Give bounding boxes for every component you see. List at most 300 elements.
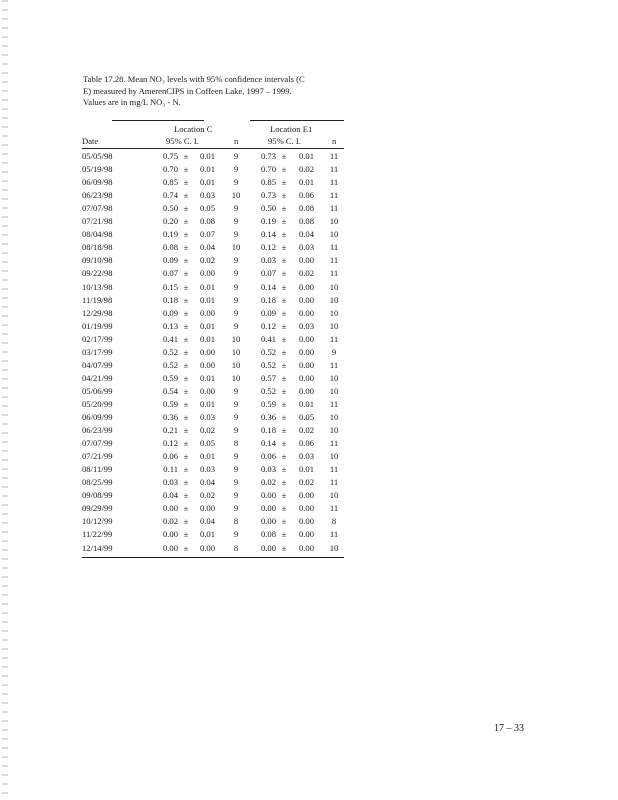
mean-c-cell: 0.00: [162, 503, 178, 514]
date-cell: 05/05/98: [82, 151, 113, 161]
date-cell: 08/11/99: [82, 464, 113, 475]
ci-e1-cell: 0.06: [298, 190, 314, 201]
n-c-cell: 9: [233, 294, 239, 305]
n-c-cell: 9: [233, 425, 239, 436]
table-row: [82, 451, 344, 464]
plus-minus-e1: ±: [281, 516, 287, 527]
mean-e1-cell: 0.00: [260, 542, 276, 553]
plus-minus-c: ±: [183, 372, 189, 383]
plus-minus-e1: ±: [281, 451, 287, 462]
mean-e1-cell: 0.52: [260, 346, 276, 357]
table-row: [82, 464, 344, 477]
plus-minus-c: ±: [183, 320, 189, 331]
n-c-cell: 9: [233, 307, 239, 318]
page-number: 17 – 33: [494, 723, 524, 734]
table-row: [82, 255, 344, 268]
n-c-cell: 9: [233, 464, 239, 475]
mean-c-cell: 0.11: [163, 464, 178, 475]
mean-e1-cell: 0.00: [260, 503, 276, 514]
ci-e1-cell: 0.00: [298, 516, 314, 527]
mean-e1-cell: 0.12: [260, 242, 276, 253]
n-c-cell: 9: [233, 255, 239, 266]
top-rule-left: [112, 120, 204, 121]
table-row: [82, 516, 344, 529]
ci-e1-cell: 0.03: [298, 242, 314, 253]
ci-c-cell: 0.02: [199, 425, 215, 436]
ci-c-cell: 0.03: [199, 464, 215, 475]
n-e1-cell: 11: [329, 503, 339, 514]
date-cell: 07/07/99: [82, 438, 113, 449]
mean-e1-cell: 0.52: [260, 359, 276, 370]
table-row: [82, 229, 344, 242]
ci-c-cell: 0.04: [199, 242, 215, 253]
plus-minus-c: ±: [183, 255, 189, 266]
ci-c-cell: 0.07: [199, 229, 215, 240]
date-cell: 11/22/99: [82, 529, 113, 540]
date-cell: 12/29/98: [82, 307, 113, 318]
ci-c-cell: 0.01: [199, 451, 215, 462]
plus-minus-c: ±: [183, 242, 189, 253]
ci-c-cell: 0.04: [199, 477, 215, 488]
table-row: [82, 543, 344, 556]
mean-c-cell: 0.36: [162, 412, 178, 422]
mean-c-cell: 0.15: [162, 281, 178, 292]
mean-e1-cell: 0.02: [260, 477, 276, 488]
ci-c-cell: 0.05: [199, 438, 215, 449]
n-e1-cell: 11: [329, 151, 339, 161]
mean-c-cell: 0.02: [162, 516, 178, 527]
plus-minus-e1: ±: [281, 438, 287, 449]
date-cell: 09/22/98: [82, 268, 113, 279]
table-row: [82, 216, 344, 229]
mean-e1-cell: 0.14: [260, 229, 276, 240]
mean-c-cell: 0.03: [162, 477, 178, 488]
date-cell: 06/23/98: [82, 190, 113, 201]
plus-minus-c: ±: [183, 333, 189, 344]
n-c-cell: 8: [233, 542, 239, 553]
n-c-cell: 9: [233, 281, 239, 292]
plus-minus-e1: ±: [281, 503, 287, 514]
mean-e1-cell: 0.73: [260, 190, 276, 201]
mean-e1-cell: 0.73: [260, 151, 276, 161]
plus-minus-e1: ±: [281, 294, 287, 305]
mean-e1-cell: 0.52: [260, 385, 276, 396]
ci-e1-cell: 0.01: [298, 151, 314, 161]
n-e1-cell: 10: [329, 425, 339, 436]
mean-e1-cell: 0.12: [260, 320, 276, 331]
mean-e1-cell: 0.70: [260, 164, 276, 175]
table-caption: [83, 74, 353, 109]
ci-e1-cell: 0.08: [298, 216, 314, 227]
mean-c-cell: 0.21: [162, 425, 178, 436]
ci-c-cell: 0.00: [199, 542, 215, 553]
mean-c-cell: 0.00: [162, 529, 178, 540]
ci-e1-cell: 0.03: [298, 451, 314, 462]
mean-c-cell: 0.13: [162, 320, 178, 331]
ci-c-cell: 0.01: [199, 398, 215, 409]
mean-e1-cell: 0.03: [260, 255, 276, 266]
plus-minus-c: ±: [183, 151, 189, 161]
table-row: [82, 386, 344, 399]
n-c-cell: 9: [233, 164, 239, 175]
date-cell: 07/21/98: [82, 216, 113, 227]
table-row: [82, 308, 344, 321]
table-row: [82, 295, 344, 308]
top-rule-right: [250, 120, 344, 121]
table-row: [82, 268, 344, 281]
date-cell: 08/18/98: [82, 242, 113, 253]
date-cell: 12/14/99: [82, 542, 113, 553]
mean-c-cell: 0.85: [162, 177, 178, 188]
n-c-cell: 9: [233, 268, 239, 279]
ci-e1-cell: 0.00: [298, 359, 314, 370]
mean-e1-cell: 0.14: [260, 438, 276, 449]
date-cell: 05/20/99: [82, 398, 113, 409]
n-e1-cell: 11: [329, 477, 339, 488]
ci-e1-cell: 0.02: [298, 268, 314, 279]
plus-minus-c: ±: [183, 281, 189, 292]
n-c-cell: 9: [233, 320, 239, 331]
mean-c-cell: 0.19: [162, 229, 178, 240]
mean-e1-cell: 0.85: [260, 177, 276, 188]
column-header-n-2: n: [332, 136, 337, 146]
n-e1-cell: 11: [329, 333, 339, 344]
n-c-cell: 9: [233, 398, 239, 409]
date-cell: 01/19/99: [82, 320, 113, 331]
date-cell: 04/07/99: [82, 359, 113, 370]
group-header-location-e1: Location E1: [270, 124, 313, 134]
column-header-n-1: n: [234, 136, 239, 146]
ci-e1-cell: 0.01: [298, 464, 314, 475]
plus-minus-c: ±: [183, 229, 189, 240]
column-header-ci-1: 95% C. I.: [166, 136, 199, 146]
table-row: [82, 399, 344, 412]
ci-c-cell: 0.02: [199, 255, 215, 266]
n-c-cell: 9: [233, 451, 239, 462]
n-e1-cell: 10: [329, 542, 339, 553]
ci-c-cell: 0.01: [199, 333, 215, 344]
ci-e1-cell: 0.08: [298, 203, 314, 214]
mean-e1-cell: 0.08: [260, 529, 276, 540]
ci-c-cell: 0.04: [199, 516, 215, 527]
plus-minus-e1: ±: [281, 229, 287, 240]
column-header-date: Date: [82, 136, 99, 146]
date-cell: 02/17/99: [82, 333, 113, 344]
mean-e1-cell: 0.19: [260, 216, 276, 227]
plus-minus-e1: ±: [281, 477, 287, 488]
ci-e1-cell: 0.00: [298, 529, 314, 540]
plus-minus-e1: ±: [281, 268, 287, 279]
n-c-cell: 9: [233, 529, 239, 540]
ci-e1-cell: 0.02: [298, 477, 314, 488]
plus-minus-c: ±: [183, 477, 189, 488]
mean-c-cell: 0.18: [162, 294, 178, 305]
n-c-cell: 9: [233, 385, 239, 396]
plus-minus-c: ±: [183, 438, 189, 449]
plus-minus-c: ±: [183, 190, 189, 201]
table-row: [82, 334, 344, 347]
plus-minus-e1: ±: [281, 412, 287, 422]
plus-minus-c: ±: [183, 294, 189, 305]
n-c-cell: 9: [233, 477, 239, 488]
plus-minus-e1: ±: [281, 425, 287, 436]
ci-c-cell: 0.03: [199, 190, 215, 201]
plus-minus-c: ±: [183, 425, 189, 436]
table-row: [82, 177, 344, 190]
n-e1-cell: 10: [329, 490, 339, 501]
n-c-cell: 9: [233, 151, 239, 161]
plus-minus-c: ±: [183, 464, 189, 475]
ci-c-cell: 0.01: [199, 372, 215, 383]
table-row: [82, 190, 344, 203]
date-cell: 09/08/99: [82, 490, 113, 501]
n-c-cell: 10: [231, 359, 241, 370]
ci-e1-cell: 0.06: [298, 438, 314, 449]
mean-c-cell: 0.74: [162, 190, 178, 201]
plus-minus-c: ±: [183, 490, 189, 501]
ci-e1-cell: 0.02: [298, 164, 314, 175]
group-header-location-c: Location C: [174, 124, 213, 134]
mean-c-cell: 0.41: [162, 333, 178, 344]
plus-minus-e1: ±: [281, 281, 287, 292]
mean-c-cell: 0.20: [162, 216, 178, 227]
plus-minus-e1: ±: [281, 203, 287, 214]
plus-minus-e1: ±: [281, 255, 287, 266]
mean-e1-cell: 0.00: [260, 490, 276, 501]
date-cell: 08/04/98: [82, 229, 113, 240]
plus-minus-c: ±: [183, 359, 189, 370]
plus-minus-e1: ±: [281, 216, 287, 227]
table-row: [82, 242, 344, 255]
plus-minus-e1: ±: [281, 359, 287, 370]
plus-minus-e1: ±: [281, 177, 287, 188]
mean-e1-cell: 0.00: [260, 516, 276, 527]
ci-c-cell: 0.01: [199, 151, 215, 161]
table-row: [82, 425, 344, 438]
ci-c-cell: 0.01: [199, 164, 215, 175]
mean-e1-cell: 0.09: [260, 307, 276, 318]
n-e1-cell: 10: [329, 294, 339, 305]
plus-minus-c: ±: [183, 542, 189, 553]
mean-c-cell: 0.75: [162, 151, 178, 161]
plus-minus-e1: ±: [281, 372, 287, 383]
ci-e1-cell: 0.00: [298, 294, 314, 305]
date-cell: 05/19/98: [82, 164, 113, 175]
mean-e1-cell: 0.57: [260, 372, 276, 383]
column-header-ci-2: 95% C. I.: [268, 136, 301, 146]
date-cell: 06/09/98: [82, 177, 113, 188]
n-e1-cell: 10: [329, 216, 339, 227]
n-c-cell: 10: [231, 242, 241, 253]
n-e1-cell: 10: [329, 412, 339, 422]
mean-c-cell: 0.04: [162, 490, 178, 501]
caption-line-1: Table 17.28. Mean NO₃ levels with 95% confidence intervals (C: [83, 74, 305, 84]
table-row: [82, 203, 344, 216]
n-e1-cell: 11: [329, 268, 339, 279]
n-e1-cell: 11: [329, 164, 339, 175]
n-e1-cell: 11: [329, 438, 339, 449]
plus-minus-c: ±: [183, 385, 189, 396]
n-c-cell: 8: [233, 516, 239, 527]
plus-minus-e1: ±: [281, 464, 287, 475]
mean-c-cell: 0.12: [162, 438, 178, 449]
ci-c-cell: 0.01: [199, 281, 215, 292]
table-row: [82, 151, 344, 164]
plus-minus-c: ±: [183, 216, 189, 227]
ci-e1-cell: 0.01: [298, 398, 314, 409]
mean-c-cell: 0.09: [162, 255, 178, 266]
table-row: [82, 477, 344, 490]
mean-c-cell: 0.50: [162, 203, 178, 214]
plus-minus-c: ±: [183, 398, 189, 409]
date-cell: 07/07/98: [82, 203, 113, 214]
ci-c-cell: 0.01: [199, 529, 215, 540]
ci-c-cell: 0.01: [199, 177, 215, 188]
mean-c-cell: 0.06: [162, 451, 178, 462]
mean-c-cell: 0.70: [162, 164, 178, 175]
mean-e1-cell: 0.18: [260, 425, 276, 436]
n-e1-cell: 10: [329, 320, 339, 331]
mean-e1-cell: 0.07: [260, 268, 276, 279]
ci-e1-cell: 0.00: [298, 281, 314, 292]
ci-e1-cell: 0.02: [298, 425, 314, 436]
n-e1-cell: 11: [329, 203, 339, 214]
mean-c-cell: 0.00: [162, 542, 178, 553]
table-row: [82, 282, 344, 295]
mean-c-cell: 0.52: [162, 346, 178, 357]
n-c-cell: 9: [233, 216, 239, 227]
ci-c-cell: 0.00: [199, 307, 215, 318]
date-cell: 07/21/99: [82, 451, 113, 462]
mean-e1-cell: 0.50: [260, 203, 276, 214]
caption-line-3: Values are in mg/L NO₃ - N.: [83, 97, 181, 107]
ci-e1-cell: 0.00: [298, 255, 314, 266]
n-e1-cell: 11: [329, 359, 339, 370]
table-row: [82, 321, 344, 334]
table-row: [82, 503, 344, 516]
n-c-cell: 9: [233, 229, 239, 240]
date-cell: 05/06/99: [82, 385, 113, 396]
mean-c-cell: 0.59: [162, 398, 178, 409]
mean-e1-cell: 0.41: [260, 333, 276, 344]
ci-e1-cell: 0.00: [298, 333, 314, 344]
header-rule: [82, 148, 344, 149]
plus-minus-c: ±: [183, 451, 189, 462]
mean-e1-cell: 0.03: [260, 464, 276, 475]
mean-c-cell: 0.52: [162, 359, 178, 370]
mean-e1-cell: 0.59: [260, 398, 276, 409]
date-cell: 11/19/98: [82, 294, 113, 305]
n-e1-cell: 10: [329, 385, 339, 396]
n-c-cell: 10: [231, 346, 241, 357]
plus-minus-c: ±: [183, 529, 189, 540]
n-e1-cell: 11: [329, 242, 339, 253]
n-e1-cell: 10: [329, 372, 339, 383]
date-cell: 10/12/99: [82, 516, 113, 527]
bottom-rule: [82, 557, 344, 558]
ci-e1-cell: 0.03: [298, 320, 314, 331]
n-c-cell: 10: [231, 333, 241, 344]
plus-minus-e1: ±: [281, 242, 287, 253]
plus-minus-c: ±: [183, 307, 189, 318]
ci-c-cell: 0.00: [199, 503, 215, 514]
date-cell: 08/25/99: [82, 477, 113, 488]
mean-e1-cell: 0.06: [260, 451, 276, 462]
mean-e1-cell: 0.36: [260, 412, 276, 422]
ci-c-cell: 0.01: [199, 294, 215, 305]
table-row: [82, 529, 344, 542]
plus-minus-e1: ±: [281, 320, 287, 331]
date-cell: 04/21/99: [82, 372, 113, 383]
ci-c-cell: 0.00: [199, 346, 215, 357]
table-row: [82, 347, 344, 360]
ci-c-cell: 0.00: [199, 268, 215, 279]
ci-e1-cell: 0.00: [298, 490, 314, 501]
n-e1-cell: 10: [329, 229, 339, 240]
plus-minus-e1: ±: [281, 333, 287, 344]
table-row: [82, 438, 344, 451]
scan-edge-artifact: [2, 0, 8, 800]
ci-e1-cell: 0.00: [298, 542, 314, 553]
ci-e1-cell: 0.04: [298, 229, 314, 240]
n-e1-cell: 8: [331, 516, 337, 527]
ci-c-cell: 0.05: [199, 203, 215, 214]
ci-e1-cell: 0.00: [298, 307, 314, 318]
n-c-cell: 9: [233, 203, 239, 214]
plus-minus-c: ±: [183, 412, 189, 422]
n-e1-cell: 11: [329, 398, 339, 409]
table-row: [82, 373, 344, 386]
plus-minus-c: ±: [183, 516, 189, 527]
ci-e1-cell: 0.00: [298, 385, 314, 396]
date-cell: 09/10/98: [82, 255, 113, 266]
caption-line-2: E) measured by AmerenCIPS in Coffeen Lake, 1997 – 1999.: [83, 85, 292, 96]
plus-minus-e1: ±: [281, 190, 287, 201]
mean-c-cell: 0.09: [162, 307, 178, 318]
plus-minus-c: ±: [183, 268, 189, 279]
plus-minus-e1: ±: [281, 307, 287, 318]
date-cell: 06/23/99: [82, 425, 113, 436]
plus-minus-c: ±: [183, 503, 189, 514]
plus-minus-e1: ±: [281, 529, 287, 540]
n-e1-cell: 11: [329, 177, 339, 188]
n-c-cell: 10: [231, 190, 241, 201]
n-c-cell: 9: [233, 412, 239, 422]
mean-c-cell: 0.07: [162, 268, 178, 279]
n-c-cell: 10: [231, 372, 241, 383]
plus-minus-e1: ±: [281, 385, 287, 396]
date-cell: 06/09/99: [82, 412, 113, 422]
ci-c-cell: 0.02: [199, 490, 215, 501]
ci-e1-cell: 0.00: [298, 372, 314, 383]
plus-minus-e1: ±: [281, 346, 287, 357]
table-row: [82, 412, 344, 425]
plus-minus-e1: ±: [281, 164, 287, 175]
ci-c-cell: 0.03: [199, 412, 215, 422]
n-c-cell: 9: [233, 177, 239, 188]
plus-minus-c: ±: [183, 177, 189, 188]
n-e1-cell: 11: [329, 190, 339, 201]
plus-minus-e1: ±: [281, 398, 287, 409]
n-c-cell: 8: [233, 438, 239, 449]
ci-c-cell: 0.00: [199, 359, 215, 370]
ci-c-cell: 0.01: [199, 320, 215, 331]
n-e1-cell: 11: [329, 529, 339, 540]
ci-e1-cell: 0.01: [298, 177, 314, 188]
mean-e1-cell: 0.14: [260, 281, 276, 292]
n-e1-cell: 10: [329, 451, 339, 462]
n-e1-cell: 11: [329, 464, 339, 475]
